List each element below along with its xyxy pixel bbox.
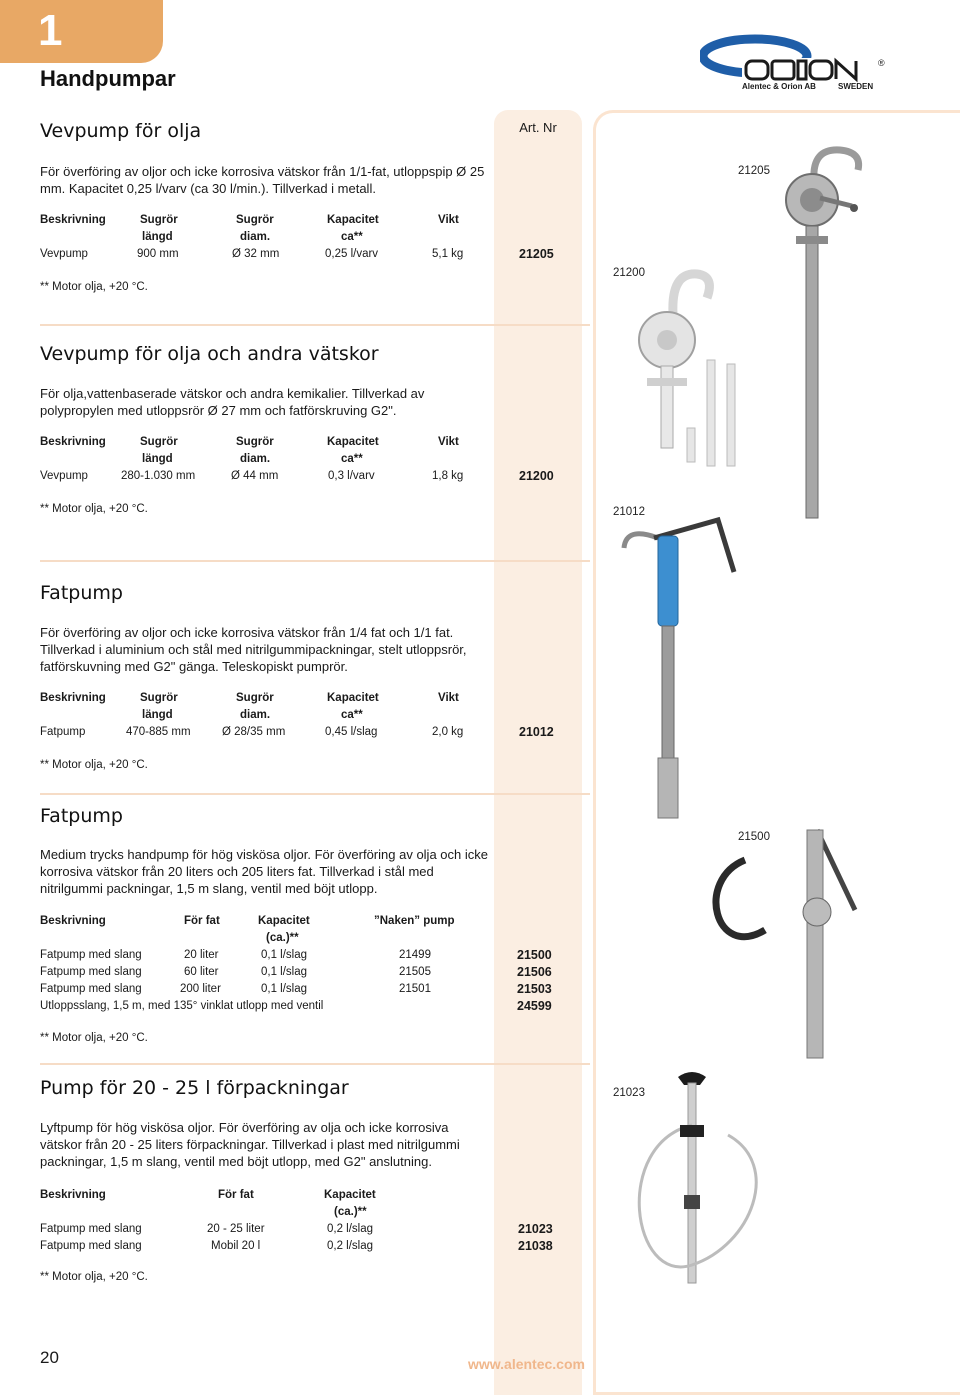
header-cell: Sugrör xyxy=(140,214,178,226)
table-cell: 470-885 mm xyxy=(126,726,191,738)
header-cell: ”Naken” pump xyxy=(374,915,455,927)
table-cell: 20 - 25 liter xyxy=(207,1223,265,1235)
header-cell: Sugrör xyxy=(236,692,274,704)
section-divider xyxy=(40,1063,590,1065)
header-cell: Beskrivning xyxy=(40,214,106,226)
image-label: 21023 xyxy=(613,1087,645,1099)
header-cell: Beskrivning xyxy=(40,436,106,448)
art-number: 21012 xyxy=(519,725,554,739)
lever-pump-blue-image xyxy=(618,508,748,828)
header-cell: Beskrivning xyxy=(40,1189,106,1201)
header-cell: längd xyxy=(142,231,173,243)
logo-subtitle: Alentec & Orion AB xyxy=(742,82,816,91)
table-cell: Mobil 20 l xyxy=(211,1240,261,1252)
section-description: För överföring av oljor och icke korrosiva vätskor från 1/4 fat och 1/1 fat. Tillverkad i aluminium och stål med nitrilgummipackningar, stelt utloppsrör, fatförskuvning med G2" gänga. Teleskopiskt pumprör. xyxy=(40,625,467,674)
table-cell: 0,25 l/varv xyxy=(325,248,379,260)
table-cell: Ø 28/35 mm xyxy=(222,726,286,738)
section-divider xyxy=(40,324,590,326)
section-title: Fatpump xyxy=(40,805,123,827)
table-cell: Fatpump med slang xyxy=(40,966,142,978)
table-cell: Ø 44 mm xyxy=(231,470,279,482)
logo-country: SWEDEN xyxy=(838,82,874,91)
table-cell: 0,3 l/varv xyxy=(328,470,375,482)
header-cell: Vikt xyxy=(438,692,459,704)
art-number-header: Art. Nr xyxy=(519,120,557,135)
section-description: För olja,vattenbaserade vätskor och andra kemikalier. Tillverkad av polypropylen med utloppsrör Ø 27 mm och fatförskruving G2". xyxy=(40,386,425,418)
image-label: 21205 xyxy=(738,165,770,177)
art-number: 21500 xyxy=(517,948,552,962)
image-label: 21012 xyxy=(613,506,645,518)
art-number: 21503 xyxy=(517,982,552,996)
table-cell: Fatpump xyxy=(40,726,86,738)
header-cell: Vikt xyxy=(438,436,459,448)
art-number: 21205 xyxy=(519,247,554,261)
header-cell: Beskrivning xyxy=(40,915,106,927)
table-cell: 21505 xyxy=(399,966,431,978)
art-number: 24599 xyxy=(517,999,552,1013)
section-description: Lyftpump för hög viskösa oljor. För överföring av olja och icke korrosiva vätskor från 20 - 25 liters förpackningar. Tillverkad i plast med nitrilgummi packningar, 1,5 m slang, ventil med böjt utlopp, med G2" anslutning. xyxy=(40,1120,460,1169)
rotary-pump-metal-image xyxy=(760,140,870,520)
page-number: 20 xyxy=(40,1348,59,1367)
table-cell: 0,2 l/slag xyxy=(327,1223,374,1235)
table-cell: Fatpump med slang xyxy=(40,1223,142,1235)
header-cell: För fat xyxy=(184,915,220,927)
table-cell: 1,8 kg xyxy=(432,470,464,482)
table-cell: Fatpump med slang xyxy=(40,1240,142,1252)
section-title: Vevpump för olja xyxy=(40,120,202,142)
table-cell: 0,2 l/slag xyxy=(327,1240,374,1252)
art-number: 21023 xyxy=(518,1222,553,1236)
table-cell: 900 mm xyxy=(137,248,179,260)
section-divider xyxy=(40,793,590,795)
table-cell: 200 liter xyxy=(180,983,221,995)
header-cell: Vikt xyxy=(438,214,459,226)
lever-pump-hose-image xyxy=(705,820,865,1070)
table-cell: 21501 xyxy=(399,983,431,995)
logo-registered: ® xyxy=(878,58,885,68)
table-cell: 0,45 l/slag xyxy=(325,726,378,738)
header-cell: För fat xyxy=(218,1189,254,1201)
table-cell: Ø 32 mm xyxy=(232,248,280,260)
website-url[interactable]: www.alentec.com xyxy=(468,1356,585,1372)
chapter-number: 1 xyxy=(38,6,63,55)
table-cell: 21499 xyxy=(399,949,431,961)
image-label: 21500 xyxy=(738,831,770,843)
table-cell: Vevpump xyxy=(40,248,88,260)
header-cell: ca** xyxy=(341,453,363,465)
rotary-pump-plastic-image xyxy=(615,258,755,473)
table-cell: Fatpump med slang xyxy=(40,949,142,961)
table-cell: 20 liter xyxy=(184,949,219,961)
footnote: ** Motor olja, +20 °C. xyxy=(40,759,148,771)
header-cell: Sugrör xyxy=(236,436,274,448)
table-cell: Utloppsslang, 1,5 m, med 135° vinklat utlopp med ventil xyxy=(40,1000,324,1012)
header-cell: Sugrör xyxy=(140,436,178,448)
table-cell: 280-1.030 mm xyxy=(121,470,196,482)
chapter-tab xyxy=(0,0,163,63)
header-cell: längd xyxy=(142,453,173,465)
section-title: Pump för 20 - 25 l förpackningar xyxy=(40,1077,349,1099)
table-cell: 2,0 kg xyxy=(432,726,464,738)
header-cell: Kapacitet xyxy=(258,915,310,927)
header-cell: Sugrör xyxy=(236,214,274,226)
header-cell: (ca.)** xyxy=(266,932,299,944)
section-title: Vevpump för olja och andra vätskor xyxy=(40,343,379,365)
header-cell: (ca.)** xyxy=(334,1206,367,1218)
table-cell: 0,1 l/slag xyxy=(261,949,308,961)
header-cell: Kapacitet xyxy=(327,692,379,704)
table-cell: 5,1 kg xyxy=(432,248,464,260)
header-cell: Kapacitet xyxy=(324,1189,376,1201)
chapter-title: Handpumpar xyxy=(40,66,176,91)
header-cell: ca** xyxy=(341,231,363,243)
orion-logo xyxy=(700,34,890,96)
header-cell: längd xyxy=(142,709,173,721)
table-cell: 0,1 l/slag xyxy=(261,983,308,995)
lift-pump-image xyxy=(632,1065,792,1295)
header-cell: diam. xyxy=(240,231,271,243)
footnote: ** Motor olja, +20 °C. xyxy=(40,503,148,515)
art-number-column xyxy=(494,110,582,1395)
section-description: För överföring av oljor och icke korrosiva vätskor från 1/1-fat, utloppspip Ø 25 mm. Kapacitet 0,25 l/varv (ca 30 l/min.). Tillverkad i metall. xyxy=(40,164,485,196)
section-divider xyxy=(40,560,590,562)
image-label: 21200 xyxy=(613,267,645,279)
footnote: ** Motor olja, +20 °C. xyxy=(40,1271,148,1283)
footnote: ** Motor olja, +20 °C. xyxy=(40,281,148,293)
header-cell: ca** xyxy=(341,709,363,721)
section-title: Fatpump xyxy=(40,582,123,604)
art-number: 21506 xyxy=(517,965,552,979)
header-cell: diam. xyxy=(240,453,271,465)
table-cell: Vevpump xyxy=(40,470,88,482)
table-cell: 0,1 l/slag xyxy=(261,966,308,978)
art-number: 21200 xyxy=(519,469,554,483)
table-cell: Fatpump med slang xyxy=(40,983,142,995)
footnote: ** Motor olja, +20 °C. xyxy=(40,1032,148,1044)
header-cell: Sugrör xyxy=(140,692,178,704)
header-cell: Kapacitet xyxy=(327,214,379,226)
header-cell: Beskrivning xyxy=(40,692,106,704)
header-cell: Kapacitet xyxy=(327,436,379,448)
art-number: 21038 xyxy=(518,1239,553,1253)
section-description: Medium trycks handpump för hög viskösa oljor. För överföring av olja och icke korrosiva vätskor från 20 liters och 205 liters fat. Tillverkad i stål med nitrilgummi packningar, 1,5 m slang, ventil med böjt utlopp. xyxy=(40,847,488,896)
table-cell: 60 liter xyxy=(184,966,219,978)
header-cell: diam. xyxy=(240,709,271,721)
